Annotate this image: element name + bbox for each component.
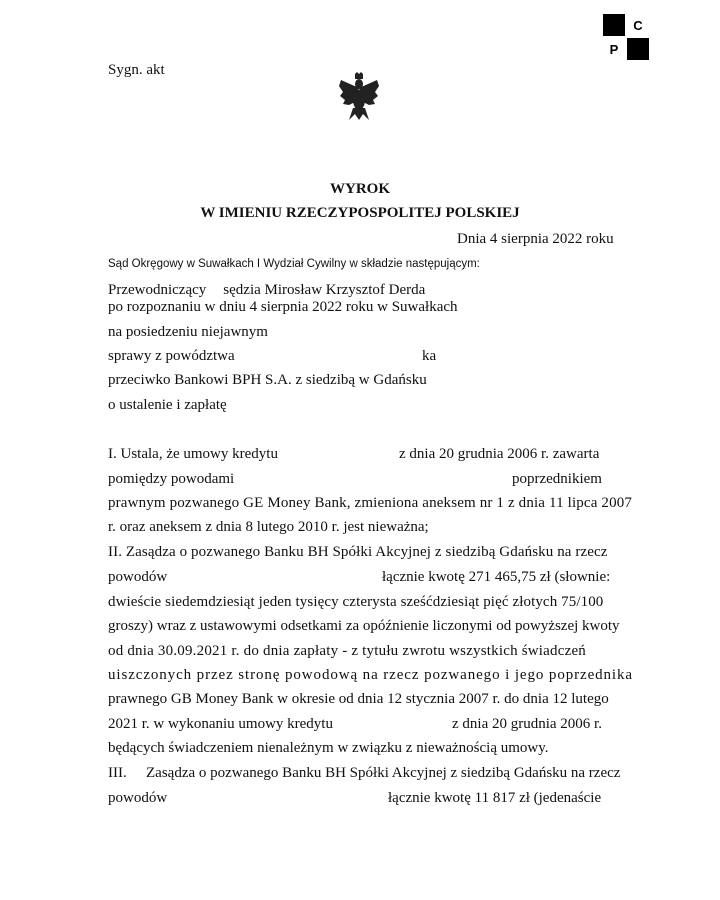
logo-letter-c: C: [633, 17, 643, 33]
point-3-line-1: Zasądza o pozwanego Banku BH Spółki Akcyjnej z siedzibą Gdańsku na rzecz: [146, 765, 621, 781]
logo-block: [603, 14, 625, 36]
point-3-line-2-start: powodów: [108, 790, 168, 806]
point-2-line-3: dwieście siedemdziesiąt jeden tysięcy czterysta sześćdziesiąt pięć złotych 75/100: [108, 594, 604, 610]
logo-letter-p: P: [609, 41, 619, 57]
hearing-line: po rozpoznaniu w dniu 4 sierpnia 2022 roku w Suwałkach: [108, 299, 458, 315]
point-2-line-2-start: powodów: [108, 569, 168, 585]
point-1-line-2-end: poprzednikiem: [512, 471, 602, 487]
point-3-line-2-end: łącznie kwotę 11 817 zł (jedenaście: [388, 790, 602, 806]
point-2-line-5: od dnia 30.09.2021 r. do dnia zapłaty - z tytułu zwrotu wszystkich świadczeń: [108, 643, 587, 659]
case-line: [108, 348, 235, 365]
point-2-line-8-end: z dnia 20 grudnia 2006 r.: [452, 716, 602, 732]
cp-logo: [603, 14, 649, 60]
point-1-line-1-start: I. Ustala, że umowy kredytu: [108, 446, 278, 462]
against-line: przeciwko Bankowi BPH S.A. z siedzibą w Gdańsku: [108, 372, 427, 388]
case-signature: Sygn. akt: [108, 62, 165, 78]
court-composition: Sąd Okręgowy w Suwałkach I Wydział Cywilny w składzie następującym:: [108, 258, 480, 270]
judgment-date: Dnia 4 sierpnia 2022 roku: [457, 231, 614, 247]
point-2-line-2-end: łącznie kwotę 271 465,75 zł (słownie:: [382, 569, 611, 585]
logo-block: [627, 38, 649, 60]
point-1-line-1-end: z dnia 20 grudnia 2006 r. zawarta: [399, 446, 600, 462]
subject-line: o ustalenie i zapłatę: [108, 397, 227, 413]
point-2-line-8-start: 2021 r. w wykonaniu umowy kredytu: [108, 716, 333, 732]
point-3-number: III.: [108, 765, 127, 781]
point-2-line-7: prawnego GB Money Bank w okresie od dnia 12 stycznia 2007 r. do dnia 12 lutego: [108, 691, 609, 707]
point-2-line-1: II. Zasądza o pozwanego Banku BH Spółki Akcyjnej z siedzibą Gdańsku na rzecz: [108, 544, 608, 560]
session-line: na posiedzeniu niejawnym: [108, 324, 268, 340]
point-2-line-9: będących świadczeniem nienależnym w związku z nieważnością umowy.: [108, 740, 549, 756]
case-line-end: ka: [422, 348, 437, 364]
presiding-name: sędzia Mirosław Krzysztof Derda: [223, 282, 426, 298]
point-1-line-3: prawnym pozwanego GE Money Bank, zmieniona aneksem nr 1 z dnia 11 lipca 2007: [108, 495, 633, 511]
case-line-start: sprawy z powództwa: [108, 348, 235, 364]
document-subtitle: W IMIENIU RZECZYPOSPOLITEJ POLSKIEJ: [200, 205, 520, 221]
presiding-label: Przewodniczący: [108, 282, 207, 298]
point-2-line-4: groszy) wraz z ustawowymi odsetkami za opóźnienie liczonymi od powyższej kwoty: [108, 618, 620, 634]
point-2-line-6: uiszczonych przez stronę powodową na rzecz pozwanego i jego poprzednika: [108, 667, 633, 683]
point-1-line-4: r. oraz aneksem z dnia 8 lutego 2010 r. jest nieważna;: [108, 519, 429, 535]
point-1-line-2-start: pomiędzy powodami: [108, 471, 235, 487]
presiding-line: [108, 282, 425, 299]
document-title: WYROK: [330, 181, 390, 197]
polish-eagle-emblem-icon: [337, 72, 381, 122]
